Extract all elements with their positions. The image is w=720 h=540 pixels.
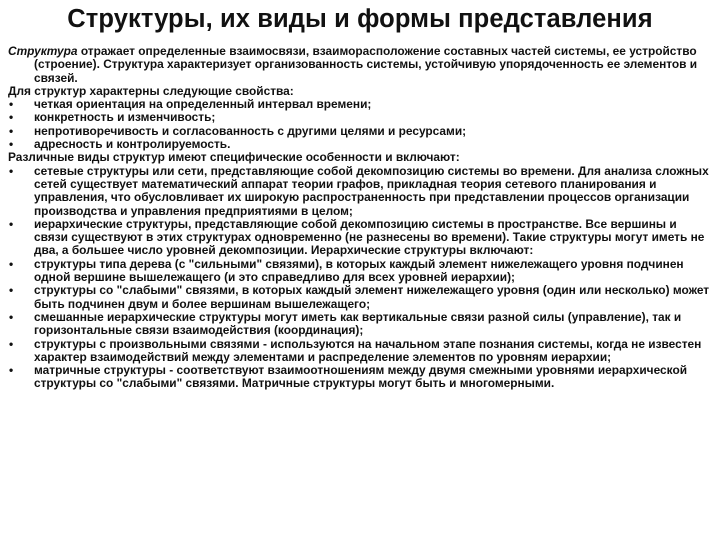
bullet-icon: • xyxy=(9,283,14,298)
list-item-text: сетевые структуры или сети, представляющие собой декомпозицию системы во времени. Для анализа сложных сетей существует математический аппарат теории графов, прикладная теория сетевого планирования и управления, что обусловливает их широкую распространенность при представлении процессов организации производства и управления предприятиями в целом; xyxy=(34,163,709,218)
intro-text: отражает определенные взаимосвязи, взаиморасположение составных частей системы, ее устройство (строение). Структура характеризует организованность системы, устойчивую упорядоченность ее элементов и связей. xyxy=(34,44,698,85)
list-item xyxy=(8,111,712,124)
bullet-icon: • xyxy=(9,97,14,112)
list-item xyxy=(8,338,712,365)
list-item-text: структуры со "слабыми" связями, в которых каждый элемент нижележащего уровня (один или несколько) может быть подчинен двум и более вершинам вышележащего; xyxy=(34,283,710,311)
properties-heading: Для структур характерны следующие свойства: xyxy=(8,83,294,98)
list-item-text: структуры с произвольными связями - используются на начальном этапе познания системы, когда не известен характер взаимодействий между элементами и распределение элементов по уровням иерархии; xyxy=(34,336,702,364)
bullet-icon: • xyxy=(9,110,14,125)
bullet-icon: • xyxy=(9,216,14,231)
bullet-icon: • xyxy=(9,256,14,271)
list-item xyxy=(8,364,712,391)
types-heading: Различные виды структур имеют специфические особенности и включают: xyxy=(8,150,460,165)
slide-body xyxy=(8,45,712,391)
intro-paragraph xyxy=(8,45,712,85)
bullet-icon: • xyxy=(9,336,14,351)
list-item-text: матричные структуры - соответствуют взаимоотношениям между двумя смежными уровнями иерархической структуры со "слабыми" связями. Матричные структуры могут быть и многомерными. xyxy=(34,363,688,391)
intro-term: Структура xyxy=(8,44,78,58)
list-item-text: четкая ориентация на определенный интервал времени; xyxy=(34,97,372,112)
list-item xyxy=(8,311,712,338)
list-item-text: смешанные иерархические структуры могут иметь как вертикальные связи разной силы (управление), так и горизонтальные связи взаимодействия (координация); xyxy=(34,309,682,338)
list-item-text: адресность и контролируемость. xyxy=(34,137,231,152)
list-item-text: структуры типа дерева (с "сильными" связями), в которых каждый элемент нижележащего уровня подчинен одной вершине вышележащего (и это справедливо для всех уровней иерархии); xyxy=(34,256,684,285)
list-item xyxy=(8,218,712,258)
bullet-icon: • xyxy=(9,363,14,378)
list-item xyxy=(8,138,712,151)
list-item xyxy=(8,98,712,111)
bullet-icon: • xyxy=(9,309,14,324)
bullet-icon: • xyxy=(9,137,14,152)
bullet-icon: • xyxy=(9,163,14,178)
bullet-icon: • xyxy=(9,123,14,138)
list-item xyxy=(8,284,712,311)
list-item-text: конкретность и изменчивость; xyxy=(34,110,216,125)
list-item xyxy=(8,165,712,218)
properties-list xyxy=(8,98,712,151)
list-item-text: непротиворечивость и согласованность с другими целями и ресурсами; xyxy=(34,123,467,138)
list-item xyxy=(8,125,712,138)
list-item xyxy=(8,258,712,285)
slide-title: Структуры, их виды и формы представления xyxy=(67,5,653,33)
types-list xyxy=(8,165,712,391)
list-item-text: иерархические структуры, представляющие собой декомпозицию системы в пространстве. Все вершины и связи существуют в этих структурах одновременно (не разнесены во времени). Такие структуры могут иметь не два, а большее число уровней декомпозиции. Иерархические структуры включают: xyxy=(34,216,705,258)
